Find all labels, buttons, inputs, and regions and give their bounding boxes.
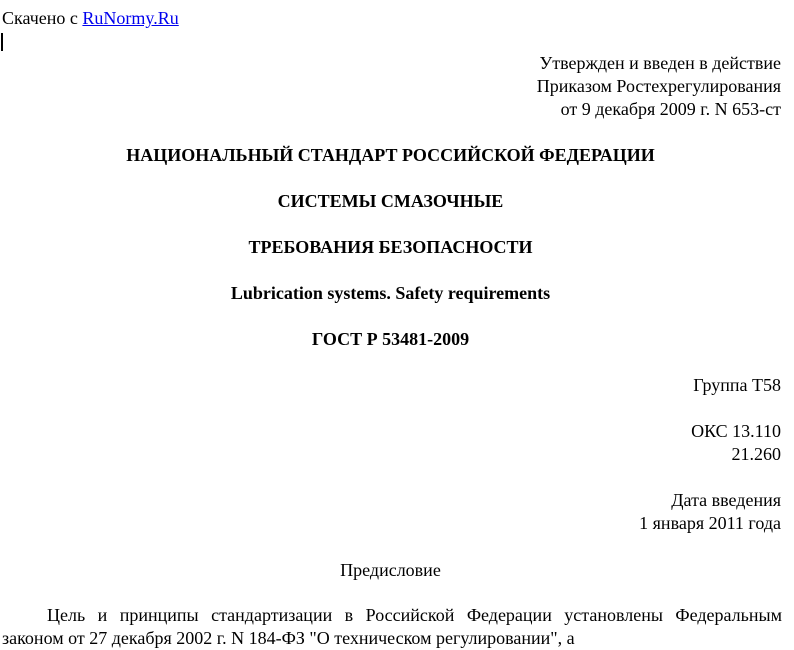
requirements-heading: ТРЕБОВАНИЯ БЕЗОПАСНОСТИ (248, 237, 533, 257)
intro-date-value: 1 января 2011 года (639, 513, 781, 533)
english-title: Lubrication systems. Safety requirements (230, 283, 551, 303)
oks-line-2: 21.260 (731, 444, 781, 464)
oks-line-1: ОКС 13.110 (691, 421, 781, 441)
download-prefix: Скачено с (2, 8, 83, 28)
intro-date-label: Дата введения (671, 490, 781, 510)
systems-heading: СИСТЕМЫ СМАЗОЧНЫЕ (277, 191, 504, 211)
runormy-link[interactable]: RuNormy.Ru (82, 8, 179, 28)
approval-line-2: Приказом Ростехрегулирования (536, 76, 781, 96)
download-source-line (2, 7, 179, 30)
group-label: Группа Т58 (693, 375, 781, 395)
foreword-heading: Предисловие (340, 560, 441, 580)
text-cursor (1, 33, 3, 51)
national-standard-heading: НАЦИОНАЛЬНЫЙ СТАНДАРТ РОССИЙСКОЙ ФЕДЕРАЦИИ (126, 145, 655, 165)
approval-line-3: от 9 декабря 2009 г. N 653-ст (560, 99, 781, 119)
approval-line-1: Утвержден и введен в действие (539, 53, 781, 73)
foreword-paragraph: Цель и принципы стандартизации в Российской Федерации установлены Федеральным законом от 27 декабря 2002 г. N 184-ФЗ "О техническом регулировании", а (2, 605, 782, 648)
standard-code: ГОСТ Р 53481-2009 (311, 329, 470, 349)
